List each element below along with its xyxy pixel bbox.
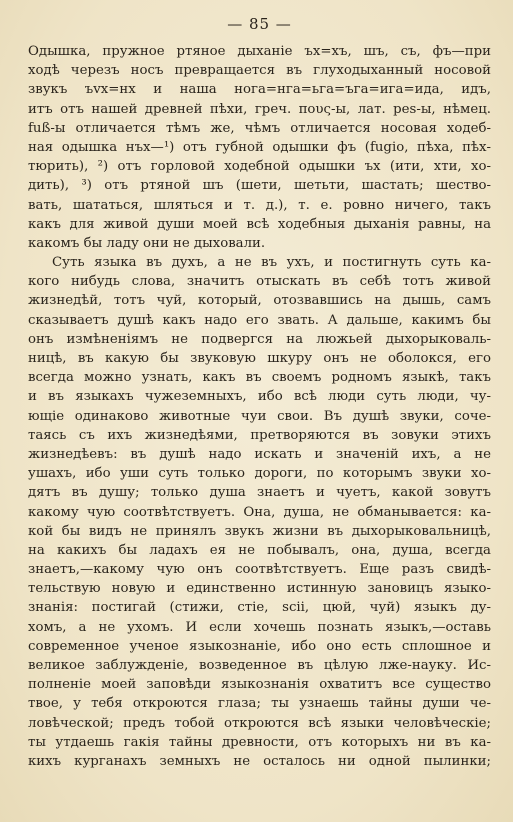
text-line: ушахъ, ибо уши суть только дороги, по которымъ звуки хо- xyxy=(28,466,491,482)
text-line: жизнедѣй, тотъ чуй, который, отозвавшись на дышь, самъ xyxy=(28,293,491,309)
text-line: сказываетъ душѣ какъ надо его звать. А дальше, какимъ бы xyxy=(28,312,491,328)
body-text xyxy=(28,42,491,771)
text-line: fuß-ы отличается тѣмъ же, чѣмъ отличается носовая ходеб- xyxy=(28,120,491,136)
text-line: ная одышка нъх—¹) отъ губной одышки фъ (fugio, пѣха, пѣх- xyxy=(28,139,491,155)
text-line: какъ для живой души моей всѣ ходебныя дыханія равны, на xyxy=(28,216,491,232)
text-line: онъ измѣненіямъ не подвергся на люжьей дыхорыковаль- xyxy=(28,331,491,347)
text-line: тюрить), ²) отъ горловой ходебной одышки ъх (ити, хти, хо- xyxy=(28,159,491,175)
text-line: кихъ курганахъ земныхъ не осталось ни одной пылинки; xyxy=(28,753,491,769)
text-line: великое заблужденіе, возведенное въ цѣлую лже-науку. Ис- xyxy=(28,658,491,673)
text-line: ницѣ, въ какую бы звуковую шкуру онъ не оболокся, его xyxy=(28,351,491,366)
text-line: какомъ бы ладу они не дыховали. xyxy=(28,235,266,251)
text-line: полненіе моей заповѣди языкознанія охватитъ все существо xyxy=(28,677,491,693)
text-line: знанія: постигай (стижи, стіе, scii, цюй, чуй) языкъ ду- xyxy=(28,600,491,616)
text-line: Одышка, пружное ртяное дыханіе ъх=хъ, шъ, съ, фъ—при xyxy=(28,44,491,59)
text-line: дить), ³) отъ ртяной шъ (шети, шетьти, шастать; шество- xyxy=(28,178,491,194)
text-line: жизнедѣевъ: въ душѣ надо искать и значеній ихъ, а не xyxy=(28,446,491,462)
text-line: всегда можно узнать, какъ въ своемъ родномъ языкѣ, такъ xyxy=(28,370,491,386)
text-line: итъ отъ нашей древней пѣхи, греч. πους-ы, лат. pes-ы, нѣмец. xyxy=(28,101,491,117)
page-number: — 85 — xyxy=(227,15,292,33)
text-line: твое, у тебя откроются глаза; ты узнаешь тайны души че- xyxy=(28,696,491,712)
text-line: и въ языкахъ чужеземныхъ, ибо всѣ люди суть люди, чу- xyxy=(28,389,491,405)
text-line: ющіе одинаково животные чуи свои. Въ душѣ звуки, соче- xyxy=(28,408,491,424)
text-line: дятъ въ душу; только душа знаетъ и чуетъ, какой зовутъ xyxy=(28,485,491,501)
text-line: ловѣческой; предъ тобой откроются всѣ языки человѣческіе; xyxy=(28,715,491,731)
text-line: на какихъ бы ладахъ ея не побывалъ, она, душа, всегда xyxy=(28,542,491,558)
text-line: вать, шататься, шляться и т. д.), т. е. ровно ничего, такъ xyxy=(28,197,491,213)
text-line: кого нибудь слова, значитъ отыскать въ себѣ тотъ живой xyxy=(28,274,491,290)
text-line: какому чую соотвѣтствуетъ. Она, душа, не обманывается: ка- xyxy=(28,504,491,520)
text-line: ты утдаешь гакія тайны древности, отъ которыхъ ни въ ка- xyxy=(28,734,491,750)
text-line: ходѣ черезъ носъ превращается въ глуходыханный носовой xyxy=(28,63,491,79)
text-line: кой бы видъ не принялъ звукъ жизни въ дыхорыковальницѣ, xyxy=(28,523,491,539)
text-line: звукъ ъvх=нх и наша нога=нга=ьга=ъга=ига=ида, идъ, xyxy=(28,82,491,98)
text-line: тельствую новую и единственно истинную зановицъ языко- xyxy=(28,581,491,597)
text-line: таясь съ ихъ жизнедѣями, претворяются въ зовуки этихъ xyxy=(28,427,491,443)
text-line: знаетъ,—какому чую онъ соотвѣтствуетъ. Еще разъ свидѣ- xyxy=(28,562,491,578)
text-line: Суть языка въ духъ, а не въ ухъ, и постигнуть суть ка- xyxy=(52,255,491,271)
text-line: современное ученое языкознаніе, ибо оно есть сплошное и xyxy=(28,638,491,654)
text-line: хомъ, а не ухомъ. И если хочешь познать языкъ,—оставь xyxy=(28,619,491,635)
